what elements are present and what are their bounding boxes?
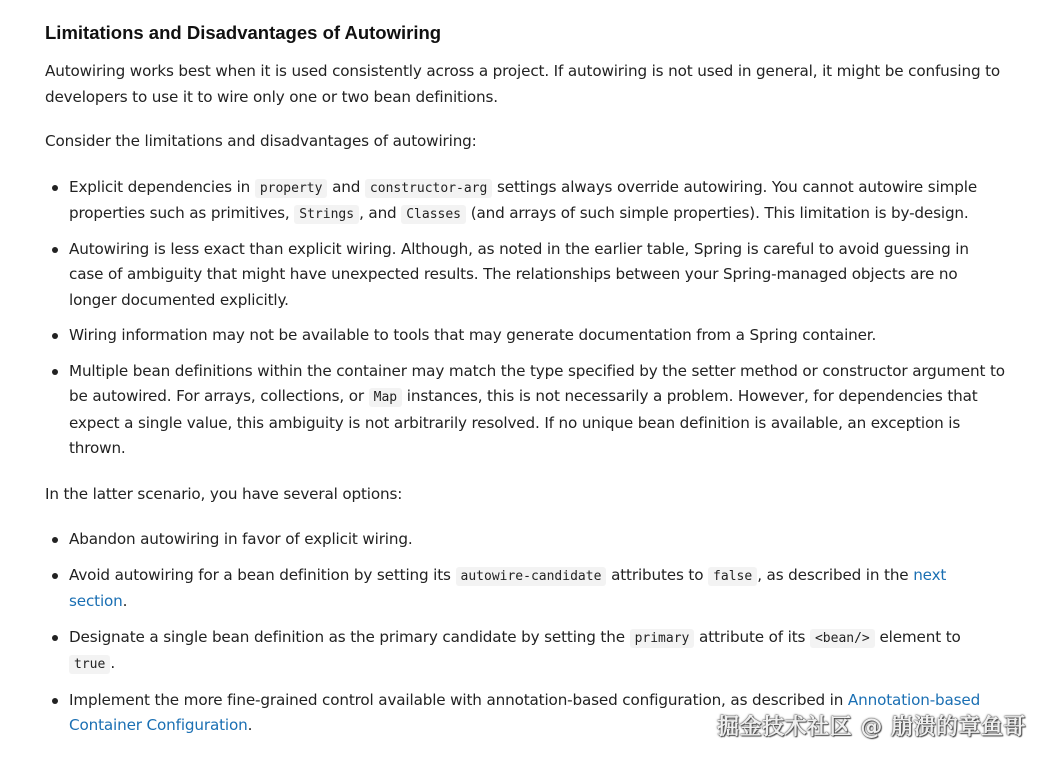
text-run: instances, this is not necessarily a problem. However, for dependencies that expect a single value, this ambiguity is not arbitrarily resolved. If no unique bean definition is available, an exception is thrown. [69,387,978,457]
code-false: false [708,567,757,586]
code-bean-element: <bean/> [810,629,875,648]
limitations-intro-paragraph: Consider the limitations and disadvantages of autowiring: [45,132,477,150]
code-true: true [69,655,110,674]
code-constructor-arg: constructor-arg [365,179,492,198]
text-run: Multiple bean definitions within the container may match the type specified by the setter method or constructor argument to be autowired. For arrays, collections, or [69,361,1005,405]
options-list [45,527,1005,739]
next-section-link[interactable]: next section [69,565,947,610]
text-run: . [247,716,253,734]
text-run: settings always override autowiring. You cannot autowire simple properties such as primitives, [69,177,978,222]
text-run: . [110,654,115,672]
text-run: (and arrays of such simple properties). This limitation is by-design. [466,204,969,222]
text-run: . [122,592,128,610]
document [45,20,1005,739]
text-run: attributes to [606,565,709,584]
text-run: , and [359,204,402,222]
text-run: Implement the more fine-grained control available with annotation-based configuration, as described in [69,690,848,709]
code-map: Map [369,388,402,407]
section-heading: Limitations and Disadvantages of Autowiring [45,22,442,43]
limitations-list [45,175,1005,462]
list-item [45,175,1005,228]
text-run: , as described in the [757,565,914,584]
code-strings: Strings [294,205,359,224]
list-item [45,359,1005,462]
intro-paragraph: Autowiring works best when it is used consistently across a project. If autowiring is not used in general, it might be confusing to developers to use it to wire only one or two bean definitions. [45,62,1001,106]
code-primary: primary [630,629,695,648]
code-classes: Classes [401,205,466,224]
list-item: Wiring information may not be available to tools that may generate documentation from a Spring container. [45,323,1005,349]
text-run: Designate a single bean definition as the primary candidate by setting the [69,627,630,646]
text-run: Avoid autowiring for a bean definition by setting its [69,565,456,584]
text-run: attribute of its [694,627,810,646]
code-autowire-candidate: autowire-candidate [456,567,607,586]
code-property: property [255,179,328,198]
watermark: 掘金技术社区 @ 崩溃的章鱼哥 [717,715,1026,740]
list-item [45,625,1005,678]
text-run: element to [874,627,961,646]
annotation-config-link[interactable]: Annotation-based Container Configuration [69,690,981,734]
list-item: Abandon autowiring in favor of explicit wiring. [45,527,1005,553]
list-item: Autowiring is less exact than explicit wiring. Although, as noted in the earlier table, Spring is careful to avoid guessing in case of ambiguity that might have unexpected results. The relationships between your Spring-managed objects are no longer documented explicitly. [45,237,1005,314]
text-run: Explicit dependencies in [69,177,255,196]
text-run: and [327,177,365,196]
options-intro-paragraph: In the latter scenario, you have several options: [45,484,403,503]
list-item [45,563,1005,615]
